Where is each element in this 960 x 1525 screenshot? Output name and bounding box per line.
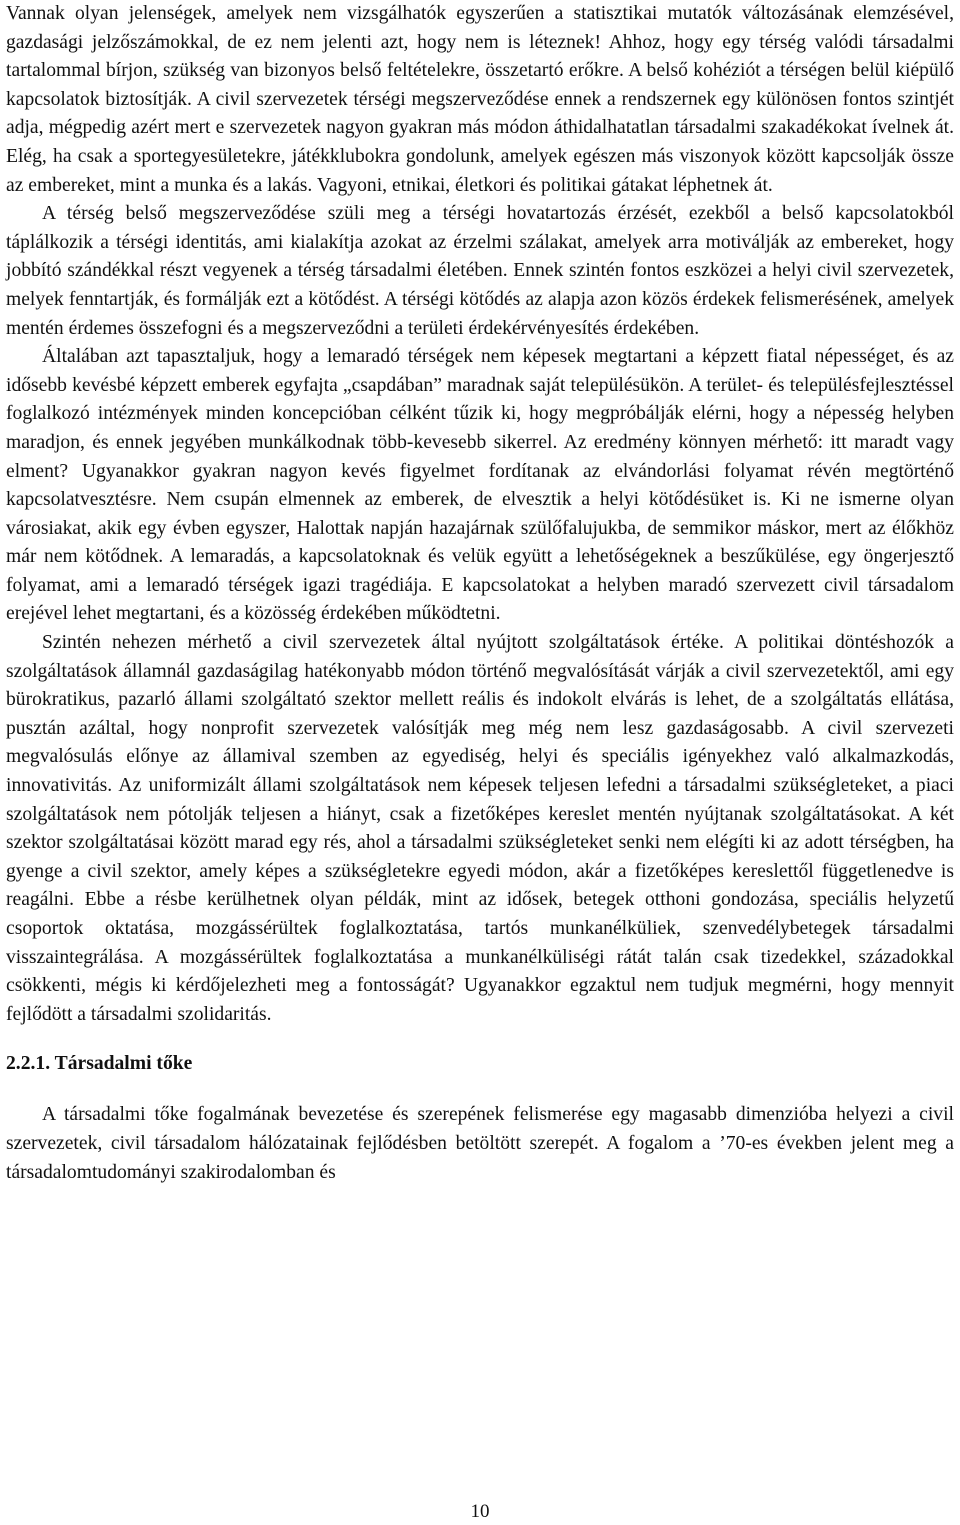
document-page [6,0,954,1187]
page-number: 10 [470,1501,490,1522]
body-paragraph-4: Szintén nehezen mérhető a civil szervezetek által nyújtott szolgáltatások értéke. A politikai döntéshozók a szolgáltatások államnál gazdaságilag hatékonyabb módon történő megvalósítását várják a civil szervezetektől, ami egy bürokratikus, pazarló állami szolgáltató szektor mellett reális és indokolt elvárás is lehet, de a szolgáltatás ellátása, pusztán azáltal, hogy nonprofit szervezetek valósítják meg még nem lesz gazdaságosabb. A civil szervezeti megvalósulás előnye az államival szemben az egyediség, helyi és speciális igényekhez való alkalmazkodás, innovativitás. Az uniformizált állami szolgáltatások nem képesek teljesen lefedni a társadalmi szükségleteket, a piaci szolgáltatások nem pótolják teljesen a hiányt, csak a fizetőképes kereslet mentén nyújtanak szolgáltatásokat. A két szektor szolgáltatásai között marad egy rés, ahol a társadalmi szükségleteket senki nem elégíti ki az adott térségben, ha gyenge a civil szektor, amely képes a szükségletekre egyedi módon, akár a fizetőképes kereslettől függetlenedve is reagálni. Ebbe a résbe kerülhetnek olyan példák, mint az idősek, betegek otthoni gondozása, speciális helyzetű csoportok oktatása, mozgássérültek foglalkoztatása, tartós munkanélküliek, szenvedélybetegek társadalmi visszaintegrálása. A mozgássérültek foglalkoztatása a munkanélküliségi rátát talán csak tizedekkel, századokkal csökkenti, mégis ki kérdőjelezheti meg a fontosságát? Ugyanakkor egzaktul nem tudjuk megmérni, hogy mennyit fejlődött a társadalmi szolidaritás. [6,632,954,1025]
body-paragraph-3: Általában azt tapasztaljuk, hogy a lemaradó térségek nem képesek megtartani a képzett fiatal népességet, és az idősebb kevésbé képzett emberek egyfajta „csapdában” maradnak saját településükön. A terület- és településfejlesztéssel foglalkozó intézmények minden koncepcióban célként tűzik ki, hogy megpróbálják elérni, hogy a népesség helyben maradjon, és ennek jegyében munkálkodnak több-kevesebb sikerrel. Az eredmény könnyen mérhető: itt maradt vagy elment? Ugyanakkor gyakran nagyon kevés figyelmet fordítanak az elvándorlási folyamat révén megtörténő kapcsolatvesztésre. Nem csupán elmennek az emberek, de elvesztik a helyi kötődésüket is. Ki ne ismerne olyan városiakat, akik egy évben egyszer, Halottak napján hazajárnak szülőfalujukba, de semmikor máskor, mert az élőkhöz már nem kötődnek. A lemaradás, a kapcsolatoknak és velük együtt a lehetőségeknek a beszűkülése, egy öngerjesztő folyamat, ami a lemaradó térségek igazi tragédiája. E kapcsolatokat a helyben maradó szervezett civil társadalom erejével lehet megtartani, és a közösség érdekében működtetni. [6,346,954,625]
body-paragraph-1: Vannak olyan jelenségek, amelyek nem vizsgálhatók egyszerűen a statisztikai mutatók változásának elemzésével, gazdasági jelzőszámokkal, de ez nem jelenti azt, hogy nem is léteznek! Ahhoz, hogy egy térség valódi társadalmi tartalommal bírjon, szükség van bizonyos belső feltételekre, összetartó erőkre. A belső kohéziót a térségen belül kiépülő kapcsolatok biztosítják. A civil szervezetek térségi megszerveződése ennek a rendszernek egy különösen fontos szintjét adja, mégpedig azért mert e szervezetek nagyon gyakran más módon áthidalhatatlan társadalmi szakadékokat ívelnek át. Elég, ha csak a sportegyesületekre, játékklubokra gondolunk, amelyek egészen más viszonyok között kapcsolják össze az embereket, mint a munka és a lakás. Vagyoni, etnikai, életkori és politikai gátakat léphetnek át. [6,3,954,196]
section-heading: 2.2.1. Társadalmi tőke [6,1053,193,1075]
body-paragraph-2: A térség belső megszerveződése szüli meg a térségi hovatartozás érzését, ezekből a belső kapcsolatokból táplálkozik a térségi identitás, ami kialakítja azokat az érzelmi szálakat, amelyek arra motiválják az embereket, hogy jobbító szándékkal részt vegyenek a térség társadalmi életében. Ennek szintén fontos eszközei a helyi civil szervezetek, melyek fenntartják, és formálják ezt a kötődést. A térségi kötődés az alapja azon közös érdekek felismerésének, amelyek mentén érdemes összefogni és a megszerveződni a területi érdekérvényesítés érdekében. [6,203,954,339]
body-paragraph-5: A társadalmi tőke fogalmának bevezetése és szerepének felismerése egy magasabb dimenzióba helyezi a civil szervezetek, civil társadalom hálózatainak fejlődésben betöltött szerepét. A fogalom a ’70-es években jelent meg a társadalomtudományi szakirodalomban és [6,1104,954,1183]
